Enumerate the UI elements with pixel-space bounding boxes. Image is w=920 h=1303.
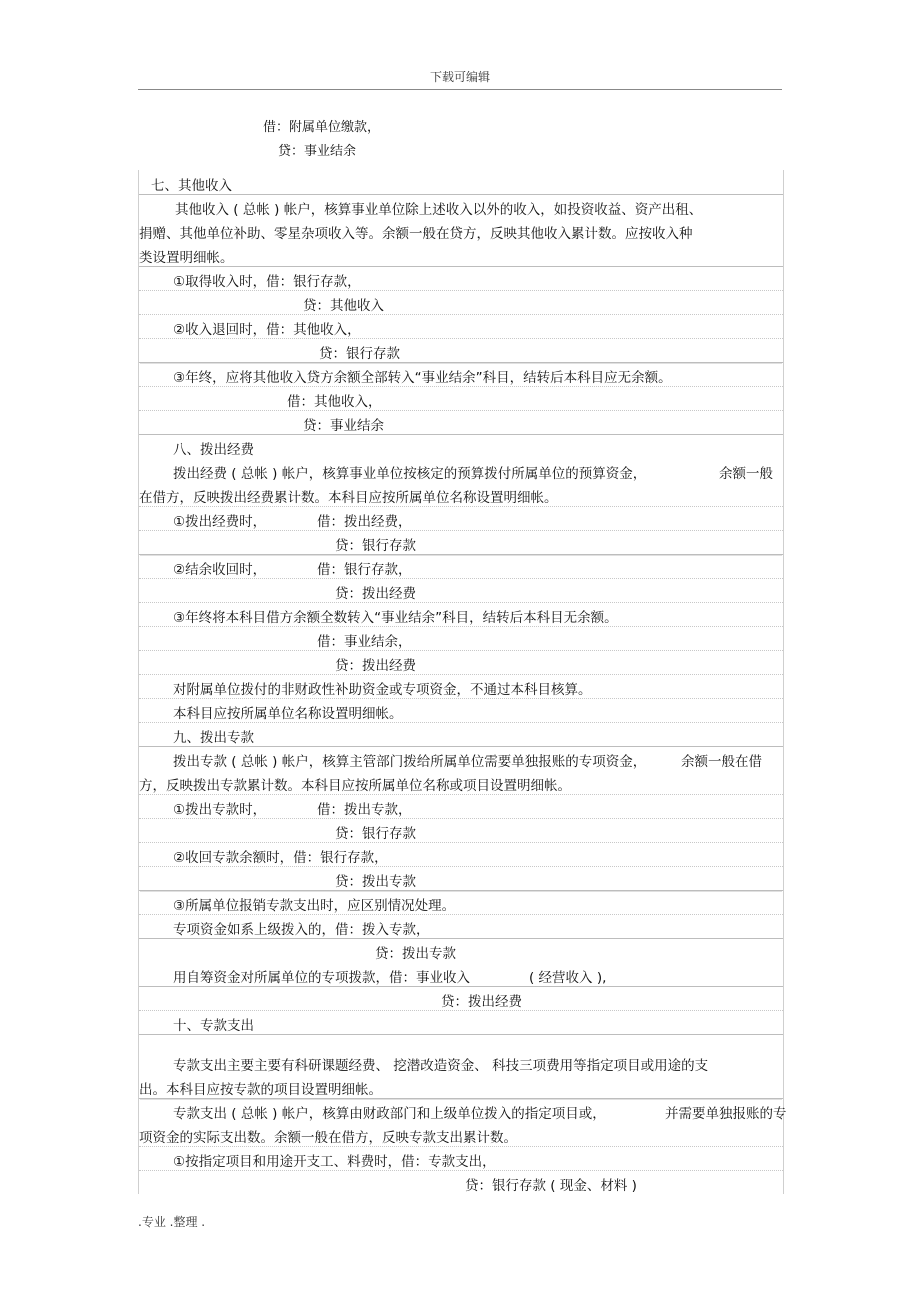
journal-entry: ②收入退回时，借：其他收入， xyxy=(139,314,783,339)
paragraph-line: 其他收入 ( 总帐 ) 帐户，核算事业单位除上述收入以外的收入，如投资收益、资产出租、 xyxy=(175,202,703,218)
journal-entry: 借：其他收入， xyxy=(139,386,783,411)
paragraph-line: 对附属单位拨付的非财政性补助资金或专项资金，不通过本科目核算。 xyxy=(139,674,783,699)
journal-entry: 贷：拨出专款 xyxy=(139,866,783,891)
journal-entry: 借：事业结余， xyxy=(139,626,783,651)
journal-entry: 贷：拨出经费 xyxy=(139,986,783,1011)
journal-entry: ①拨出经费时， 借：拨出经费， xyxy=(139,506,783,531)
journal-entry: 贷：拨出经费 xyxy=(139,578,783,603)
section-heading-appropriation: 八、拨出经费 xyxy=(173,442,254,458)
journal-entry: 贷：银行存款 xyxy=(139,818,783,843)
entry-debit-affiliated: 借：附属单位缴款， xyxy=(263,120,381,135)
journal-entry: 贷：拨出经费 xyxy=(139,650,783,675)
paragraph-line: 拨出经费 ( 总帐 ) 帐户，核算事业单位按核定的预算拨付所属单位的预算资金， 余额一般 xyxy=(173,466,773,482)
ledger-content xyxy=(138,170,787,1194)
paragraph-line: 在借方，反映拨出经费累计数。本科目应按所属单位名称设置明细帐。 xyxy=(139,482,783,507)
journal-entry: ①取得收入时，借：银行存款， xyxy=(139,266,783,291)
header-divider xyxy=(138,89,782,90)
paragraph-line: 项资金的实际支出数。余额一般在借方，反映专款支出累计数。 xyxy=(139,1122,783,1147)
page-footer: .专业 .整理 . xyxy=(138,1215,206,1229)
paragraph-line: 拨出专款 ( 总帐 ) 帐户，核算主管部门拨给所属单位需要单独报账的专项资金， 余额一般在借 xyxy=(173,754,762,770)
journal-entry: 贷：银行存款 ( 现金、材料 ) xyxy=(465,1178,637,1194)
journal-entry: ②结余收回时， 借：银行存款， xyxy=(139,554,783,579)
journal-entry: ①拨出专款时， 借：拨出专款， xyxy=(139,794,783,819)
paragraph-line: 专款支出 ( 总帐 ) 帐户，核算由财政部门和上级单位拨入的指定项目或， 并需要单独报账的专 xyxy=(173,1106,787,1122)
section-heading-other-income: 七、其他收入 xyxy=(139,170,783,195)
paragraph-line: ③年终将本科目借方余额全数转入“事业结余”科目，结转后本科目无余额。 xyxy=(139,602,783,627)
section-heading-special-funds: 九、拨出专款 xyxy=(139,722,783,747)
journal-entry: 专项资金如系上级拨入的，借：拨入专款， xyxy=(139,914,783,939)
paragraph-line: 出。本科目应按专款的项目设置明细帐。 xyxy=(139,1074,783,1099)
entry-credit-surplus: 贷：事业结余 xyxy=(278,144,357,159)
journal-entry: 贷：事业结余 xyxy=(139,410,783,435)
paragraph-line: 方，反映拨出专款累计数。本科目应按所属单位名称或项目设置明细帐。 xyxy=(139,770,783,795)
paragraph-line: 类设置明细帐。 xyxy=(139,242,783,267)
journal-entry: 贷：银行存款 xyxy=(139,530,783,555)
paragraph-line: ③所属单位报销专款支出时，应区别情况处理。 xyxy=(139,890,783,915)
page-header: 下载可编辑 xyxy=(429,70,490,84)
journal-entry: ②收回专款余额时，借：银行存款， xyxy=(139,842,783,867)
paragraph-line: 本科目应按所属单位名称设置明细帐。 xyxy=(139,698,783,723)
paragraph-line: ③年终，应将其他收入贷方余额全部转入“事业结余”科目，结转后本科目应无余额。 xyxy=(139,362,783,387)
journal-entry: ①按指定项目和用途开支工、料费时，借：专款支出， xyxy=(139,1146,783,1171)
paragraph-line: 专款支出主要主要有科研课题经费、 挖潜改造资金、 科技三项费用等指定项目或用途的支 xyxy=(173,1058,709,1074)
journal-entry: 贷：其他收入 xyxy=(139,290,783,315)
journal-entry: 贷：拨出专款 xyxy=(375,946,456,962)
section-heading-special-expenditure: 十、专款支出 xyxy=(139,1010,783,1035)
journal-entry: 贷：银行存款 xyxy=(139,338,783,363)
journal-entry: 用自筹资金对所属单位的专项拨款，借：事业收入 ( 经营收入 ), xyxy=(139,962,783,987)
paragraph-line: 捐赠、其他单位补助、零星杂项收入等。余额一般在贷方，反映其他收入累计数。应按收入种 xyxy=(139,226,693,242)
